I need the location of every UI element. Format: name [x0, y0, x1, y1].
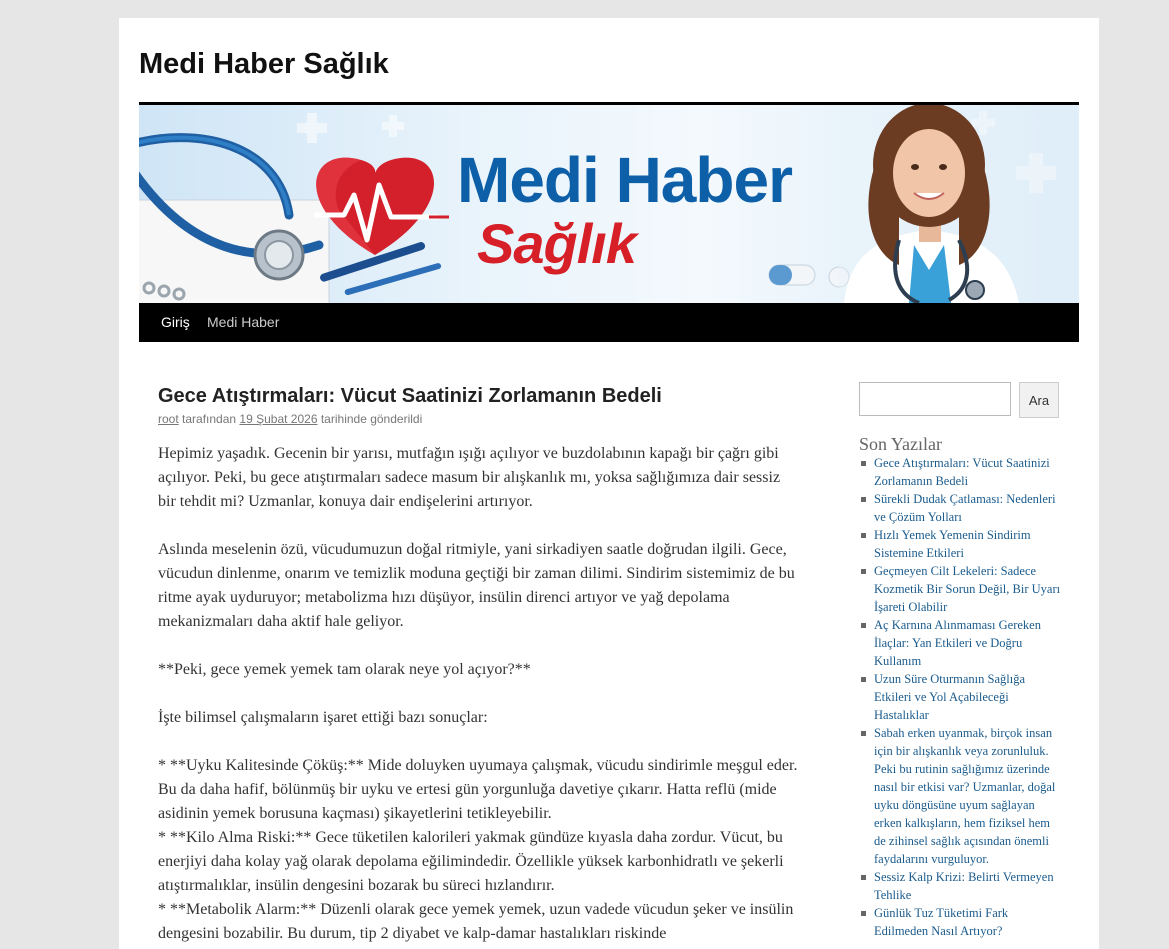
recent-post-item[interactable] — [859, 526, 1064, 562]
page-container — [119, 18, 1099, 949]
recent-posts-title: Son Yazılar — [859, 434, 943, 454]
recent-post-link[interactable]: Gece Atıştırmaları: Vücut Saatinizi Zorlamanın Bedeli — [874, 456, 1050, 488]
recent-post-item[interactable] — [859, 904, 1064, 940]
recent-post-link[interactable]: Geçmeyen Cilt Lekeleri: Sadece Kozmetik Bir Sorun Değil, Bir Uyarı İşareti Olabilir — [874, 564, 1061, 614]
search-input[interactable] — [859, 382, 1011, 416]
post-bullet: * **Metabolik Alarm:** Düzenli olarak gece yemek yemek, uzun vadede vücudun şeker ve insülin dengesini bozabilir. Bu durum, tip 2 diyabet ve kalp-damar hastalıkları riskinde — [158, 901, 794, 942]
nav-item-home[interactable]: Giriş — [161, 314, 190, 330]
post-body — [158, 442, 798, 946]
post-meta-posted: tarihinde gönderildi — [320, 412, 423, 426]
post-meta — [158, 412, 798, 426]
recent-post-item[interactable] — [859, 616, 1064, 670]
recent-post-item[interactable] — [859, 868, 1064, 904]
header-banner[interactable] — [139, 105, 1079, 303]
post-date-link[interactable]: 19 Şubat 2026 — [239, 412, 318, 426]
post-bullet: * **Kilo Alma Riski:** Gece tüketilen kalorileri yakmak gündüze kıyasla daha zordur. Vücut, bu enerjiyi daha kolay yağ olarak depolama eğilimindedir. Özellikle yüksek karbonhidratlı ve şekerli atıştırmalıklar, insülin dengesini bozarak bu süreci hızlandırır. — [158, 829, 784, 894]
recent-post-link[interactable]: Hızlı Yemek Yemenin Sindirim Sistemine Etkileri — [874, 528, 1031, 560]
post-paragraph: Aslında meselenin özü, vücudumuzun doğal ritmiyle, yani sirkadiyen saatle doğrudan ilgili. Gece, vücudun dinlenme, onarım ve temizlik moduna geçtiği bir zaman dilimi. Sindirim sistemimiz de bu ritme ayak uyduruyor; metabolizma hızı düşüyor, insülin direnci artıyor ve yağ depolama mekanizmaları daha aktif hale geliyor. — [158, 541, 795, 630]
nav-item-medi-haber[interactable]: Medi Haber — [207, 314, 280, 330]
post-bullet: * **Uyku Kalitesinde Çöküş:** Mide doluyken uyumaya çalışmak, vücudu sindirimle meşgul eder. Bu da daha hafif, bölünmüş bir uyku ve ertesi gün yorgunluğa davetiye çıkarır. Hatta reflü (mide asidinin yemek borusuna kaçması) şikayetlerini tetikleyebilir. — [158, 757, 798, 822]
post-paragraph: **Peki, gece yemek yemek tam olarak neye yol açıyor?** — [158, 661, 531, 678]
recent-post-item[interactable] — [859, 724, 1064, 868]
recent-post-item[interactable] — [859, 454, 1064, 490]
post-meta-by: tarafından — [182, 412, 237, 426]
site-title[interactable]: Medi Haber Sağlık — [139, 48, 389, 80]
banner-text-medi-haber: Medi Haber — [457, 144, 792, 216]
recent-post-link[interactable]: Sürekli Dudak Çatlaması: Nedenleri ve Çözüm Yolları — [874, 492, 1056, 524]
post-author-link[interactable]: root — [158, 412, 179, 426]
post-paragraph: Hepimiz yaşadık. Gecenin bir yarısı, mutfağın ışığı açılıyor ve buzdolabının kapağı bir çağrı gibi açılıyor. Peki, bu gece atıştırmaları sadece masum bir alışkanlık mı, yoksa sağlığımıza dair sessiz bir tehdit mi? Uzmanlar, konuya dair endişelerini artırıyor. — [158, 445, 781, 510]
recent-post-item[interactable] — [859, 562, 1064, 616]
banner-text-saglik: Sağlık — [477, 212, 636, 275]
recent-post-link[interactable]: Günlük Tuz Tüketimi Fark Edilmeden Nasıl Artıyor? — [874, 906, 1009, 938]
main-content — [158, 382, 798, 946]
main-navigation — [139, 303, 1079, 342]
recent-post-link[interactable]: Aç Karnına Alınmaması Gereken İlaçlar: Yan Etkileri ve Doğru Kullanım — [874, 618, 1041, 668]
search-button[interactable]: Ara — [1019, 382, 1059, 418]
recent-post-link[interactable]: Uzun Süre Oturmanın Sağlığa Etkileri ve Yol Açabileceği Hastalıklar — [874, 672, 1026, 722]
post-title[interactable]: Gece Atıştırmaları: Vücut Saatinizi Zorlamanın Bedeli — [158, 385, 662, 407]
recent-post-link[interactable]: Sabah erken uyanmak, birçok insan için bir alışkanlık veya zorunluluk. Peki bu rutinin sağlığımız üzerinde nasıl bir etkisi var? Uzmanlar, doğal uyku döngüsüne uyum sağlayan erken kalkışların, hem fiziksel hem de zihinsel sağlık açısından önemli faydalarını vurguluyor. — [874, 726, 1056, 866]
post-paragraph: İşte bilimsel çalışmaların işaret ettiği bazı sonuçlar: — [158, 709, 488, 726]
recent-post-item[interactable] — [859, 670, 1064, 724]
recent-post-item[interactable] — [859, 490, 1064, 526]
recent-posts-list — [859, 454, 1064, 940]
recent-post-link[interactable]: Sessiz Kalp Krizi: Belirti Vermeyen Tehlike — [874, 870, 1054, 902]
